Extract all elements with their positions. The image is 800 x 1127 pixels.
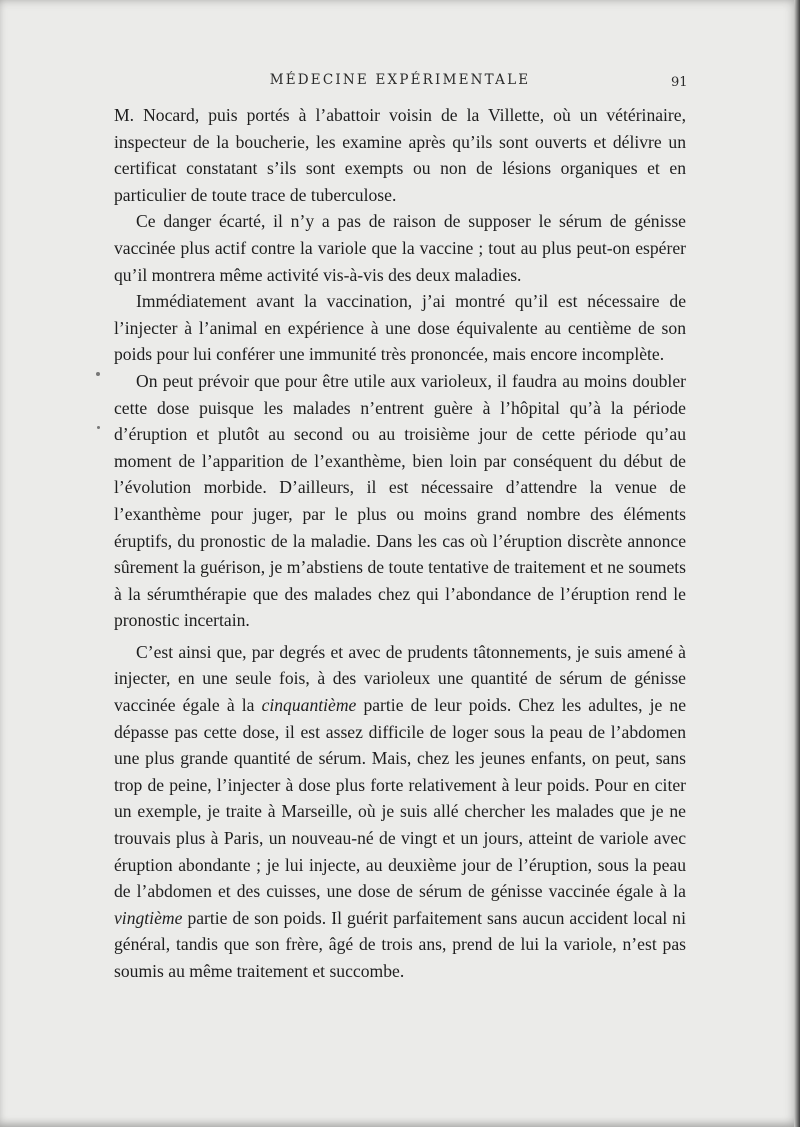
paper-speck bbox=[97, 426, 100, 429]
paragraph-5 bbox=[114, 639, 686, 985]
page-number: 91 bbox=[671, 75, 688, 90]
paragraph-5-part-b: partie de leur poids. Chez les adultes, je ne dépasse pas cette dose, il est assez difficile de loger sous la peau de l’abdomen une plus grande quantité de sérum. Mais, chez les jeunes enfants, on peut, sans trop de peine, l’injecter à dose plus forte relativement à leur poids. Pour en citer un exemple, je traite à Marseille, où je suis allé chercher les malades que je ne trouvais plus à Paris, un nouveau-né de vingt et un jours, atteint de variole avec éruption abondante ; je lui injecte, au deuxième jour de l’éruption, sous la peau de l’abdomen et des cuisses, une dose de sérum de génisse vaccinée égale à la bbox=[114, 695, 687, 902]
page-header bbox=[0, 72, 800, 96]
paragraph-5-part-a: C’est ainsi que, par degrés et avec de prudents tâtonnements, je suis amené à injecter, en une seule fois, à des varioleux une quantité de sérum de génisse vaccinée égale à la bbox=[114, 641, 686, 716]
paragraph-3: Immédiatement avant la vaccination, j’ai montré qu’il est nécessaire de l’injecter à l’animal en expérience à une dose équivalente au centième de son poids pour lui conférer une immunité très prononcée, mais encore incomplète. bbox=[114, 291, 686, 365]
paragraph-1: M. Nocard, puis portés à l’abattoir voisin de la Villette, où un vétérinaire, inspecteur de la boucherie, les examine après qu’ils sont ouverts et délivre un certificat constatant s’ils sont exempts ou non de lésions organiques et en particulier de toute trace de tuberculose. bbox=[114, 105, 686, 205]
emphasis-cinquantieme: cinquantième bbox=[261, 695, 357, 716]
emphasis-vingtieme: vingtième bbox=[114, 907, 183, 928]
body-text bbox=[114, 102, 686, 985]
paragraph-5-part-c: partie de son poids. Il guérit parfaitement sans aucun accident local ni général, tandis que son frère, âgé de trois ans, prend de lui la variole, n’est pas soumis au même traitement et succombe. bbox=[114, 907, 686, 981]
paragraph-2: Ce danger écarté, il n’y a pas de raison de supposer le sérum de génisse vaccinée plus actif contre la variole que la vaccine ; tout au plus peut-on espérer qu’il montrera même activité vis-à-vis des deux maladies. bbox=[114, 211, 686, 285]
page-edge-shadow bbox=[794, 0, 800, 1127]
running-title: MÉDECINE EXPÉRIMENTALE bbox=[269, 72, 531, 88]
paragraph-4: On peut prévoir que pour être utile aux varioleux, il faudra au moins doubler cette dose puisque les malades n’entrent guère à l’hôpital qu’à la période d’éruption et plutôt au second ou au troisième jour de cette période qu’au moment de l’apparition de l’exanthème, bien loin par conséquent du début de l’évolution morbide. D’ailleurs, il est nécessaire d’attendre la venue de l’exanthème pour juger, par le plus ou moins grand nombre des éléments éruptifs, du pronostic de la maladie. Dans les cas où l’éruption discrète annonce sûrement la guérison, je m’abstiens de toute tentative de traitement et ne soumets à la sérumthérapie que des malades chez qui l’abondance de l’éruption rend le pronostic incertain. bbox=[114, 370, 686, 631]
paper-speck bbox=[96, 372, 100, 376]
